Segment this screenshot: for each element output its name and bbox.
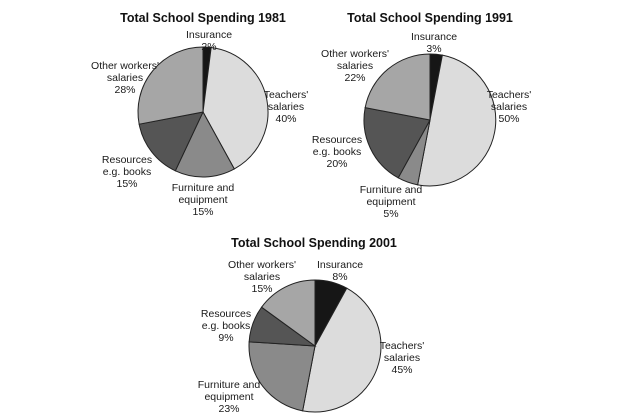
slice-label-other-workers-salaries: Other workers' salaries 28% bbox=[91, 60, 159, 96]
slice-label-insurance: Insurance 3% bbox=[410, 31, 458, 55]
slice-label-resources-e-g-books: Resources e.g. books 15% bbox=[101, 154, 153, 190]
chart-title: Total School Spending 2001 bbox=[231, 236, 397, 250]
slice-label-teachers-salaries: Teachers' salaries 40% bbox=[263, 89, 309, 125]
slice-label-insurance: Insurance 2% bbox=[185, 29, 233, 53]
slice-label-furniture-and-equipment: Furniture and equipment 15% bbox=[171, 182, 235, 218]
slice-label-teachers-salaries: Teachers' salaries 45% bbox=[379, 340, 425, 376]
pie-slice-other-workers-salaries bbox=[138, 47, 203, 124]
slice-label-resources-e-g-books: Resources e.g. books 20% bbox=[311, 134, 363, 170]
slice-label-insurance: Insurance 8% bbox=[316, 259, 364, 283]
pie-slice-furniture-and-equipment bbox=[249, 342, 315, 411]
slice-label-teachers-salaries: Teachers' salaries 50% bbox=[486, 89, 532, 125]
chart-title: Total School Spending 1981 bbox=[120, 11, 286, 25]
slice-label-other-workers-salaries: Other workers' salaries 15% bbox=[228, 259, 296, 295]
slice-label-other-workers-salaries: Other workers' salaries 22% bbox=[321, 48, 389, 84]
pie-chart-1 bbox=[91, 11, 308, 218]
slice-label-furniture-and-equipment: Furniture and equipment 23% bbox=[197, 379, 261, 414]
slice-label-resources-e-g-books: Resources e.g. books 9% bbox=[200, 308, 252, 344]
slice-label-furniture-and-equipment: Furniture and equipment 5% bbox=[359, 184, 423, 220]
chart-title: Total School Spending 1991 bbox=[347, 11, 513, 25]
pie-chart-2 bbox=[312, 11, 531, 220]
pie-chart-3 bbox=[198, 236, 425, 414]
